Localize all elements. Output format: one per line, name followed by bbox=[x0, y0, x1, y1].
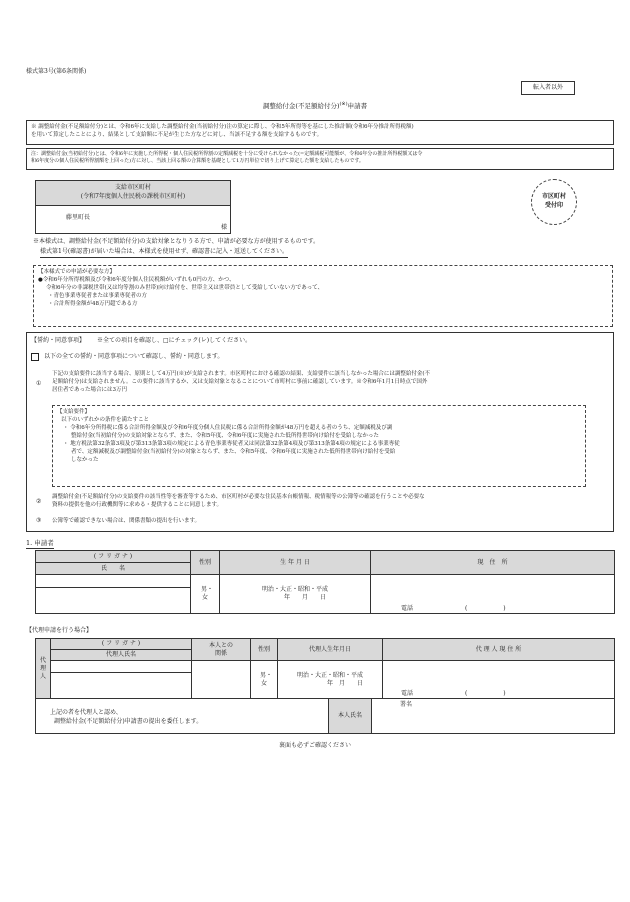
non-transfer-stamp: 転入者以外 bbox=[521, 81, 575, 95]
footnote-line: 和6年度分の個人住民税所得割額を上回った)方に対し、当該上回る額の合算額を基礎として1万円単位で切り上げて算定した額を支給したものです。 bbox=[31, 158, 364, 164]
pledge-heading-note: ※全ての項目を確認し、□にチェック(レ)してください。 bbox=[96, 337, 252, 344]
proxy-phone-paren: ( ) bbox=[464, 690, 506, 697]
applicant-sex-header: 性別 bbox=[191, 551, 220, 575]
item2-line: 資料の提供を他の行政機関等に求める・提供することに同意します。 bbox=[52, 502, 223, 508]
applicant-name-input[interactable] bbox=[36, 588, 191, 614]
signature-label: 署名 bbox=[400, 701, 413, 708]
delegation-box bbox=[35, 698, 615, 734]
eligibility-line: ・ 令和6年分所得税に係る合計所得金額及び令和6年度分個人住民税に係る合計所得金額が48万円を超える者のうち、定額減税及び調 bbox=[63, 425, 393, 431]
proxy-sex-header: 性別 bbox=[251, 639, 278, 661]
proxy-dob-header: 代理人生年月日 bbox=[278, 639, 383, 661]
proxy-sex-values: 男・女 bbox=[260, 671, 273, 687]
pledge-heading-label: 【誓約・同意事項】 bbox=[31, 337, 86, 344]
principal-signature-field[interactable] bbox=[372, 701, 612, 731]
required-heading: 【本様式での申請が必要な方】 bbox=[38, 269, 116, 275]
applicant-sex-values: 男・女 bbox=[201, 586, 214, 601]
applicant-address-cell[interactable] bbox=[371, 575, 615, 614]
item1-text bbox=[52, 370, 608, 394]
page-title bbox=[0, 100, 630, 111]
footnote-line: 注：調整給付金(当初給付分)とは、令和6年に実施した所得税・個人住民税所得割の定額減税を十分に受けられなかった(=定額減税可能額が、令和6年分の推計所得税額又は令 bbox=[31, 151, 423, 157]
addressee-head2: (令和7年度個人住民税の課税市区町村) bbox=[80, 192, 186, 200]
title-mark: (※) bbox=[339, 101, 348, 107]
proxy-relation-header bbox=[192, 639, 251, 661]
proxy-furigana-header: ( フ リ ガ ナ ) bbox=[51, 639, 192, 650]
item1-line: 下記の支給要件に該当する場合、原則として4万円(※)が支給されます。市区町村における確認の結果、支給要件に該当しなかった場合には調整給付金(不 bbox=[52, 371, 431, 377]
item2-number: ② bbox=[36, 498, 42, 505]
definition-note-line: ※ 調整給付金(不足額給付分)とは、令和6年に支給した調整給付金(当初給付分)注の算定に際し、令和5年所得等を基にした推計額(令和6年分推計所得税額) bbox=[31, 124, 414, 130]
item1-line: 居住者であった場合には3万円 bbox=[52, 387, 127, 393]
proxy-address-cell[interactable] bbox=[383, 661, 615, 699]
item3-number: ③ bbox=[36, 517, 42, 524]
proxy-side-label bbox=[36, 639, 51, 699]
applicant-phone-paren: ( ) bbox=[464, 605, 506, 612]
required-applicants-box bbox=[33, 265, 613, 327]
delegate-line1: 上記の者を代理人と認め、 bbox=[50, 709, 122, 716]
applicant-eras: 明治・大正・昭和・平成 bbox=[261, 586, 328, 593]
form-number: 様式第3号(第6条関係) bbox=[26, 68, 87, 75]
required-line: ●令和6年分所得税額及び令和6年度分個人住民税額がいずれも0円の方、かつ、 bbox=[38, 277, 235, 283]
applicant-address-header: 現 住 所 bbox=[371, 551, 615, 575]
eligibility-heading: 【支給要件】 bbox=[57, 409, 91, 415]
agree-all-checkbox[interactable] bbox=[31, 353, 39, 361]
required-line: ・青色事業専従者または事業専従者の方 bbox=[48, 293, 148, 299]
addressee-header bbox=[36, 181, 230, 206]
addressee-sama: 様 bbox=[220, 224, 227, 231]
applicant-section-title: 1. 申請者 bbox=[26, 539, 54, 547]
stamp-line1: 市区町村 bbox=[541, 193, 566, 200]
proxy-side-text: 代理人 bbox=[39, 656, 46, 680]
eligibility-box bbox=[52, 405, 586, 487]
required-line: 令和6年分の非課税世帯(又は均等割のみ世帯)向け給付を、世帯主又は世帯員として受給していない方であって、 bbox=[46, 285, 324, 291]
eligibility-intro: 以下のいずれかの条件を満たすこと bbox=[61, 417, 150, 423]
proxy-furigana-input[interactable] bbox=[51, 661, 192, 673]
proxy-table bbox=[35, 638, 615, 699]
eligibility-line: 者で、定額減税及び調整給付金(当初給付分)の対象とならず、また、令和5年度、令和6年度に実施された低所得世帯向け給付を受給 bbox=[71, 449, 396, 455]
proxy-address-header: 代 理 人 現 住 所 bbox=[383, 639, 615, 661]
required-line: ・合計所得金額が48万円超である方 bbox=[48, 301, 138, 307]
proxy-section-title: 【代理申請を行う場合】 bbox=[26, 627, 93, 634]
applicant-phone-line bbox=[371, 605, 614, 613]
proxy-sex-cell[interactable] bbox=[251, 661, 278, 699]
applicant-phone-label: 電話 bbox=[401, 605, 414, 612]
stamp-line2: 受付印 bbox=[544, 201, 563, 209]
definition-note-line: を用いて算定したことにより、結果として支給額に不足が生じた方などに対し、当該不足する額を支給するものです。 bbox=[31, 132, 323, 138]
applicant-dob-cell[interactable] bbox=[220, 575, 371, 614]
applicant-table bbox=[35, 550, 615, 614]
applicant-dob-header: 生 年 月 日 bbox=[220, 551, 371, 575]
notice-line1: ※本様式は、調整給付金(不足額給付分)の支給対象となりうる方で、申請が必要な方が使用するものです。 bbox=[33, 238, 320, 245]
proxy-name-input[interactable] bbox=[51, 673, 192, 699]
applicant-name-header: 氏 名 bbox=[36, 563, 191, 575]
addressee-head1: 支給市区町村 bbox=[114, 184, 151, 191]
principal-name-label: 本人氏名 bbox=[328, 699, 372, 733]
proxy-relation-label1: 本人との bbox=[208, 641, 233, 649]
proxy-phone-line bbox=[383, 690, 614, 698]
eligibility-line: ・ 地方税法第32条第3項及び第313条第3項の規定による青色事業専従者又は同法第32条第4項及び第313条第4項の規定による事業専従 bbox=[63, 441, 400, 447]
pledge-heading bbox=[31, 337, 251, 346]
notice-line2: 様式第1号(確認書)が届いた場合は、本様式を使用せず、確認書に記入・返送してください。 bbox=[40, 248, 288, 258]
addressee-box bbox=[35, 180, 231, 234]
item1-number: ① bbox=[36, 380, 42, 387]
item2-text bbox=[52, 493, 608, 509]
proxy-phone-label: 電話 bbox=[401, 690, 414, 697]
proxy-name-header: 代理人氏名 bbox=[51, 650, 192, 661]
pledge-section bbox=[26, 332, 614, 532]
eligibility-line: 整給付金(当初給付分)の支給対象とならず、また、令和5年度、令和6年度に実施された低所得世帯向け給付を受給しなかった bbox=[71, 433, 379, 439]
applicant-furigana-header: ( フ リ ガ ナ ) bbox=[36, 551, 191, 563]
item3-line: 公簿等で確認できない場合は、関係書類の提出を行います。 bbox=[52, 518, 201, 524]
footer-note: 裏面も必ずご確認ください bbox=[278, 742, 351, 749]
addressee-name: 藤里町長 bbox=[66, 214, 91, 221]
item1-line: 足額給付分)は支給されません。この要件に該当するか、又は支給対象となることについて市町村に事前に確認しています。※令和6年1月1日時点で国外 bbox=[52, 379, 428, 385]
applicant-ymd: 年 月 日 bbox=[283, 594, 326, 601]
title-end: 申請書 bbox=[347, 102, 368, 111]
title-main: 調整給付金(不足額給付分) bbox=[262, 102, 340, 111]
proxy-eras: 明治・大正・昭和・平成 bbox=[296, 671, 363, 679]
proxy-dob-cell[interactable] bbox=[278, 661, 383, 699]
eligibility-line: しなかった bbox=[71, 457, 99, 463]
delegate-line2: 調整給付金(不足額給付分)申請書の提出を委任します。 bbox=[54, 718, 203, 725]
reception-stamp-circle bbox=[531, 179, 577, 225]
item2-line: 調整給付金(不足額給付分)の支給要件の該当性等を審査等するため、市区町村が必要な住民基本台帳情報、税情報等の公簿等の確認を行うことや必要な bbox=[52, 494, 425, 500]
applicant-sex-cell[interactable] bbox=[191, 575, 220, 614]
proxy-relation-label2: 関係 bbox=[214, 649, 227, 657]
footnote-box bbox=[26, 148, 614, 170]
definition-note-box bbox=[26, 120, 614, 145]
proxy-ymd: 年 月 日 bbox=[326, 679, 363, 687]
proxy-relation-input[interactable] bbox=[192, 661, 251, 699]
agree-all-label: 以下の全ての誓約・同意事項について確認し、誓約・同意します。 bbox=[44, 353, 224, 360]
applicant-furigana-input[interactable] bbox=[36, 575, 191, 588]
